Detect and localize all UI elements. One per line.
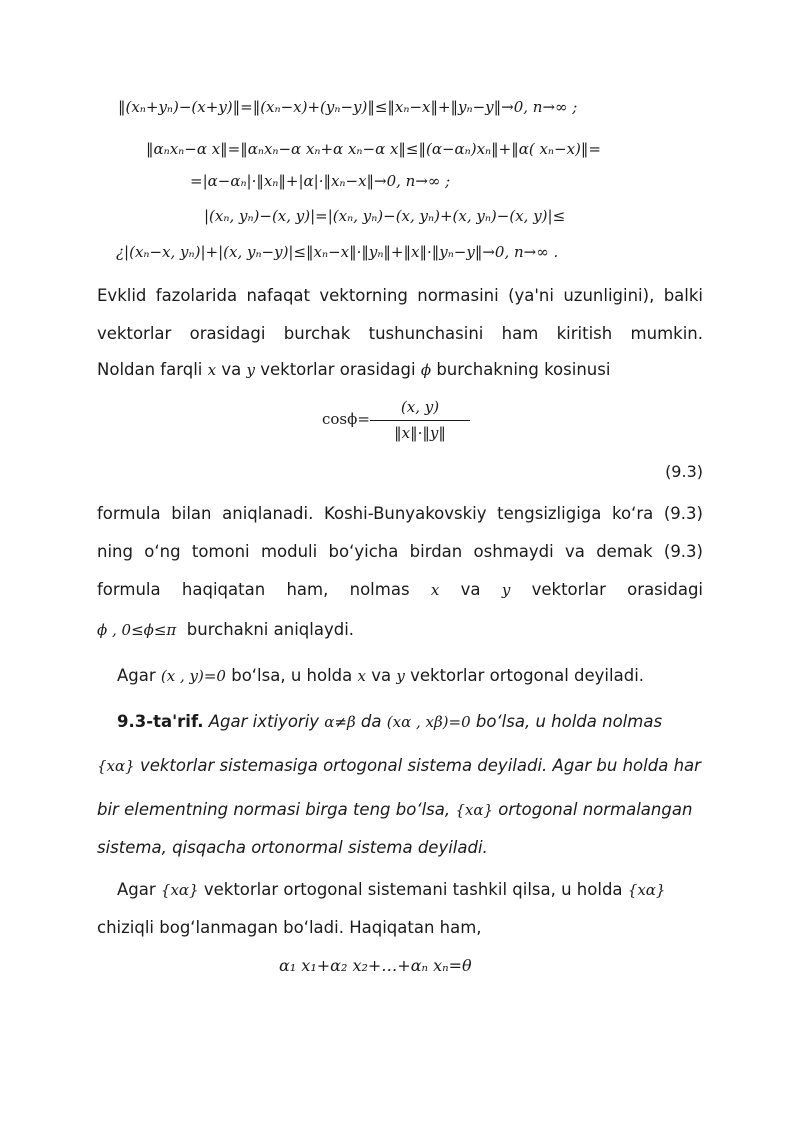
math-system: {xα} (97, 757, 135, 775)
equation-scalar-limit-2: =|α−αₙ|·‖xₙ‖+|α|·‖xₙ−x‖→0, n→∞ ; (190, 172, 451, 190)
text-span: vektorlar ortogonal deyiladi. (410, 666, 645, 685)
text-span: vektorlar sistemasiga ortogonal sistema deyiladi. Agar bu holda har (139, 756, 701, 775)
paragraph-line: formula bilan aniqlanadi. Koshi-Bunyakovskiy tengsizligiga ko‘ra (9.3) (97, 504, 703, 523)
formula-numerator: (x, y) (400, 398, 440, 416)
paragraph-line: vektorlar orasidagi burchak tushunchasini ham kiritish mumkin. (97, 324, 703, 343)
text-span: formula haqiqatan ham, nolmas (97, 580, 410, 599)
math-phi: ϕ (420, 361, 432, 379)
formula-denominator: ‖x‖·‖y‖ (394, 424, 446, 442)
math-y: y (501, 581, 511, 599)
equation-sum-limit: ‖(xₙ+yₙ)−(x+y)‖=‖(xₙ−x)+(yₙ−y)‖≤‖xₙ−x‖+‖yₙ−y‖→0, n→∞ ; (118, 98, 578, 116)
text-span: Agar (117, 666, 156, 685)
text-span: va (460, 580, 481, 599)
text-span: Noldan farqli (97, 360, 203, 379)
math-phi-range: ϕ , 0≤ϕ≤π (97, 621, 177, 639)
text-span: vektorlar orasidagi (260, 360, 416, 379)
math-system: {xα} (160, 881, 199, 899)
text-span: Agar ixtiyoriy (208, 712, 320, 731)
definition-line: sistema, qisqacha ortonormal sistema deyiladi. (97, 838, 488, 857)
definition-line (117, 704, 703, 740)
text-span: bo‘lsa, u holda (231, 666, 353, 685)
math-y: y (246, 361, 255, 379)
math-orthogonal-condition: (xα , xβ)=0 (386, 713, 471, 731)
paragraph-line (117, 872, 707, 908)
cosine-formula (322, 398, 482, 450)
math-x: x (357, 667, 366, 685)
paragraph-line (97, 352, 703, 388)
text-span: da (360, 712, 382, 731)
paragraph-line: ning o‘ng tomoni moduli bo‘yicha birdan oshmaydi va demak (9.3) (97, 542, 703, 561)
equation-scalar-limit-1: ‖αₙxₙ−α x‖=‖αₙxₙ−α xₙ+α xₙ−α x‖≤‖(α−αₙ)xₙ‖+‖α( xₙ−x)‖= (146, 140, 601, 158)
definition-line (97, 792, 703, 828)
math-inner-product-zero: (x , y)=0 (160, 667, 226, 685)
math-x: x (207, 361, 217, 379)
math-system: {xα} (455, 801, 494, 819)
fraction-bar (370, 420, 470, 421)
text-span: Agar (117, 880, 156, 899)
equation-inner-limit-1: |(xₙ, yₙ)−(x, y)|=|(xₙ, yₙ)−(x, yₙ)+(x, yₙ)−(x, y)|≤ (204, 207, 566, 225)
text-span: vektorlar orasidagi (531, 580, 703, 599)
paragraph-line (97, 612, 703, 648)
equation-inner-limit-2: ¿|(xₙ−x, yₙ)|+|(x, yₙ−y)|≤‖xₙ−x‖·‖yₙ‖+‖x‖·‖yₙ−y‖→0, n→∞ . (116, 243, 559, 261)
definition-label: 9.3-ta'rif. (117, 712, 204, 731)
linear-combination-equation: α₁ x₁+α₂ x₂+…+αₙ xₙ=θ (279, 956, 472, 975)
formula-number: (9.3) (665, 462, 703, 481)
math-x: x (430, 581, 440, 599)
text-span: burchakning kosinusi (436, 360, 611, 379)
text-span: burchakni aniqlaydi. (186, 620, 355, 639)
paragraph-line (117, 658, 703, 694)
text-span: va (221, 360, 242, 379)
text-span: bo‘lsa, u holda nolmas (475, 712, 663, 731)
definition-line (97, 748, 703, 784)
math-alpha-neq-beta: α≠β (324, 713, 356, 731)
formula-lhs: cosϕ= (322, 410, 370, 428)
math-y: y (396, 667, 405, 685)
paragraph-line: Evklid fazolarida nafaqat vektorning normasini (ya'ni uzunligini), balki (97, 286, 703, 305)
text-span: vektorlar ortogonal sistemani tashkil qilsa, u holda (203, 880, 623, 899)
paragraph-line (97, 572, 703, 608)
text-span: bir elementning normasi birga teng bo‘lsa, (97, 800, 451, 819)
math-system: {xα} (627, 881, 666, 899)
text-span: va (371, 666, 392, 685)
text-span: ortogonal normalangan (498, 800, 693, 819)
paragraph-line: chiziqli bog‘lanmagan bo‘ladi. Haqiqatan ham, (97, 918, 482, 937)
